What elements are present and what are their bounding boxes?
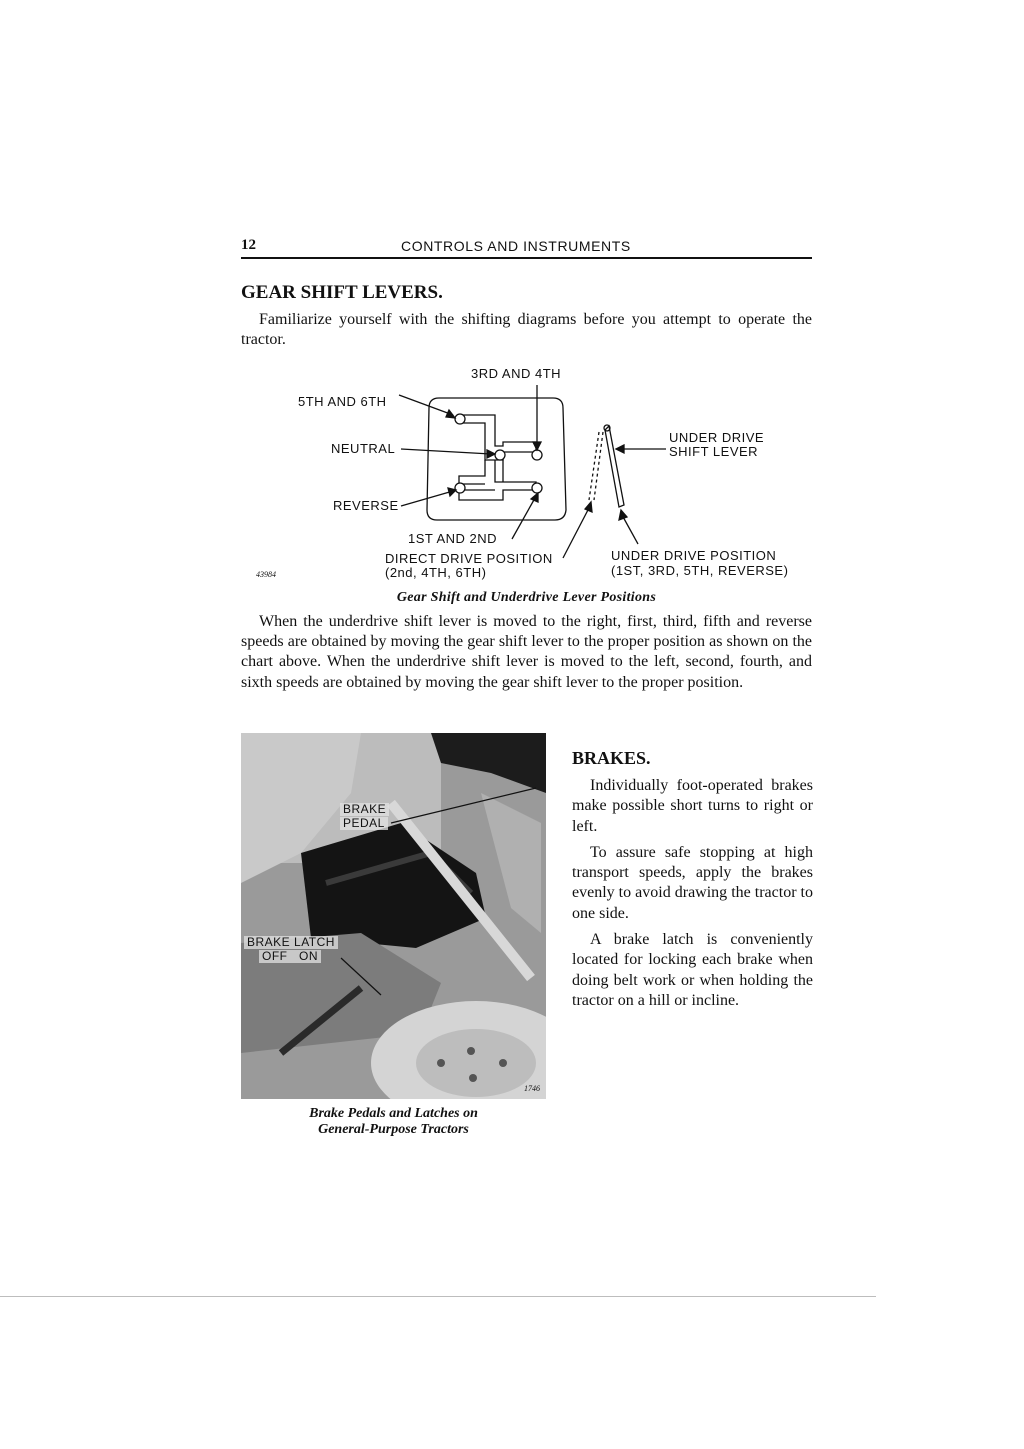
label-neutral: NEUTRAL [331, 441, 396, 456]
diagram-caption: Gear Shift and Underdrive Lever Positions [396, 590, 657, 605]
brakes-text [572, 776, 813, 1017]
label-direct-drive-gears: (2nd, 4TH, 6TH) [385, 565, 487, 580]
photo-rendering [241, 733, 546, 1099]
label-5th-6th: 5TH AND 6TH [298, 394, 387, 409]
photo-caption-line-2: General-Purpose Tractors [318, 1122, 469, 1137]
photo-caption [241, 1106, 546, 1138]
brakes-heading: BRAKES. [572, 748, 651, 768]
photo-figure-number: 1746 [524, 1084, 540, 1093]
page-number: 12 [241, 237, 256, 253]
brake-pedal-label-1: BRAKE [340, 803, 389, 816]
gear-shift-heading: GEAR SHIFT LEVERS. [241, 282, 443, 303]
label-underdrive-lever-2: SHIFT LEVER [669, 444, 759, 459]
page-header [241, 237, 812, 259]
brakes-paragraph-2: To assure safe stopping at high transport speeds, apply the brakes evenly to avoid drawing the tractor to one side. [572, 843, 813, 922]
label-1st-2nd: 1ST AND 2ND [408, 531, 498, 546]
label-underdrive-gears: (1ST, 3RD, 5TH, REVERSE) [611, 563, 789, 578]
brake-latch-label-2: OFF ON [259, 950, 321, 963]
brakes-paragraph-1: Individually foot-operated brakes make possible short turns to right or left. [572, 777, 813, 835]
label-direct-drive-position: DIRECT DRIVE POSITION [385, 551, 553, 566]
scan-edge-line [0, 1296, 876, 1297]
gear-shift-diagram [241, 360, 812, 590]
brake-pedals-photo [241, 733, 546, 1099]
underdrive-paragraph: When the underdrive shift lever is moved to the right, first, third, fifth and reverse speeds are obtained by moving the gear shift lever to the proper position as shown on the chart above. When the underdrive shift lever is moved to the left, second, fourth, and sixth speeds are obtained by moving the gear shift lever to the proper position. [241, 613, 812, 691]
photo-caption-line-1: Brake Pedals and Latches on [309, 1106, 478, 1121]
figure-number: 43984 [256, 570, 276, 579]
label-3rd-4th: 3RD AND 4TH [471, 366, 562, 381]
label-underdrive-lever-1: UNDER DRIVE [669, 430, 765, 445]
label-reverse: REVERSE [333, 498, 399, 513]
running-head: CONTROLS AND INSTRUMENTS [401, 238, 631, 254]
brake-pedal-label-2: PEDAL [340, 817, 388, 830]
brakes-paragraph-3: A brake latch is conveniently located for locking each brake when doing belt work or when holding the tractor on a hill or incline. [572, 931, 813, 1009]
label-underdrive-position: UNDER DRIVE POSITION [611, 548, 777, 563]
brake-latch-label-1: BRAKE LATCH [244, 936, 338, 949]
gear-shift-intro: Familiarize yourself with the shifting diagrams before you attempt to operate the tractor. [241, 311, 812, 348]
